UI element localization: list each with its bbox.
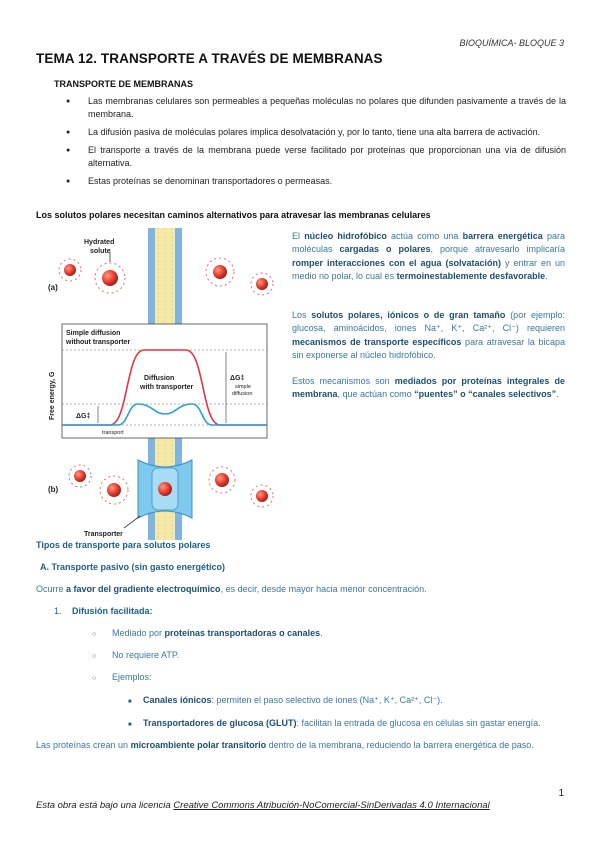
transporter-pointer [124,516,140,528]
bullet-item: ● Estas proteínas se denominan transportadores o permeasas. [54,175,566,188]
page-title: TEMA 12. TRANSPORTE A TRAVÉS DE MEMBRANAS [36,51,383,66]
circle-bullet-icon: ○ [92,653,97,660]
page-number: 1 [558,788,564,799]
bullet-item: ● Las membranas celulares son permeables a pequeñas moléculas no polares que difunden pasivamente a través de la membrana. [54,95,566,121]
right-paragraph-2 [292,309,565,362]
text-span: : permiten el paso selectivo de iones (Na⁺, K⁺, Ca²⁺, Cl⁻). [211,695,443,705]
text-span: Las proteínas crean un [36,740,131,750]
dg-transport-label-1: ΔG‡ [76,413,91,420]
text-span: actúa como una [386,231,463,241]
ocurre-paragraph [36,584,427,594]
square-bullet-icon: ■ [128,699,132,705]
list-label: Difusión facilitada: [72,606,153,616]
text-span: dentro de la membrana, reduciendo la barrera energética de paso. [266,740,534,750]
bold-span: romper interacciones con el agua (solvatación) [292,257,501,268]
text-span: para moléculas [292,231,565,255]
bold-span: termoinestablemente desfavorable [396,270,546,281]
circle-bullet-icon: ○ [92,675,97,682]
license-link[interactable]: Creative Commons Atribución-NoComercial-SinDerivadas 4.0 Internacional [173,800,490,811]
dg-simple-label-1: ΔG‡ [230,375,245,382]
hydrated-solute-ball [95,263,125,293]
sub-item [92,672,152,682]
difusion-facilitada-item [54,606,153,616]
text-span: . [545,270,548,281]
diffusion-with-label-1: Diffusion [144,375,175,382]
simple-diffusion-label-1: Simple diffusion [66,330,121,337]
text-span: . [556,389,559,400]
right-paragraph-3 [292,375,565,402]
dg-simple-label-2: simple [235,384,251,390]
simple-diffusion-label-2: without transporter [66,339,131,346]
transporte-pasivo-heading: A. Transporte pasivo (sin gasto energético) [40,562,226,572]
text-span: Esta obra está bajo una licencia [36,800,174,811]
hydrated-solute-ball [59,259,81,281]
square-bullet-icon: ■ [128,722,132,728]
hydrated-solute-ball [206,258,234,286]
text-span: . [320,628,323,638]
hydrated-solute-label-2: solute [90,248,111,255]
header-course-label: BIOQUÍMICA- BLOQUE 3 [459,38,564,48]
figure-svg [40,228,285,540]
bold-span: proteínas transportadoras o canales [164,628,321,638]
transporter-protein [138,460,192,518]
bold-span: solutos polares, iónicos o de gran tamaño [311,310,506,320]
right-paragraph-1 [292,230,565,283]
bold-span: mecanismos de transporte específicos [292,336,462,347]
text-span: : facilitan la entrada de glucosa en células sin gastar energía. [296,718,541,728]
dg-simple-label-3: diffusion [232,391,253,397]
bold-span: “puentes” o “canales selectivos” [414,389,557,400]
text-span: (por ejemplo: glucosa, aminoácidos, iones Na⁺, K⁺, Ca²⁺, Cl⁻) requieren [292,310,565,334]
text-span: No requiere ATP. [112,650,180,660]
text-span: Los [292,310,312,320]
bold-span: mediados por proteínas integrales de membrana [292,376,565,400]
example-item [128,718,541,728]
text-span: Ocurre [36,584,67,594]
text-span: para atravesar la bicapa sin exponerse al núcleo hidrofóbico. [292,336,565,360]
text-span: Ejemplos: [112,672,152,682]
hydrated-solute-ball [251,485,273,507]
text-span: , que actúan como [337,389,415,400]
diffusion-with-label-2: with transporter [140,384,194,391]
bullet-item: ● El transporte a través de la membrana puede verse facilitado por proteínas que proporcionan una vía de difusión alternativa. [54,144,566,170]
text-span: , es decir, desde mayor hacia menor concentración. [220,584,427,594]
section-subtitle: TRANSPORTE DE MEMBRANAS [54,79,194,89]
text-span: El [292,231,305,241]
tipos-heading: Tipos de transporte para solutos polares [36,540,211,550]
hydrated-solute-ball [209,467,235,493]
intro-bullet-list [54,95,566,193]
bold-span: Canales iónicos [143,695,212,705]
example-item [128,695,443,706]
text-span: Estos mecanismos son [292,376,395,386]
license-footer [36,800,490,811]
hydrated-solute-ball [69,465,91,487]
bold-span: cargadas o polares [339,244,431,255]
transporter-label: Transporter [84,531,123,538]
dg-transport-label-2: transport [102,430,124,436]
section-heading: Los solutos polares necesitan caminos alternativos para atravesar las membranas celulares [36,210,431,220]
membrane-diffusion-figure [40,228,285,540]
bold-span: Transportadores de glucosa (GLUT) [143,718,297,728]
panel-b-label: (b) [48,485,59,494]
circle-bullet-icon: ○ [92,631,97,638]
hydrated-solute-ball [251,273,273,295]
bold-span: núcleo hidrofóbico [304,231,387,241]
hydrated-solute-label-1: Hydrated [84,239,115,246]
text-span: , porque atravesarlo implicaría [430,244,565,255]
list-number: 1. [54,606,62,616]
closing-paragraph [36,740,566,750]
sub-item [92,650,179,660]
sub-item [92,628,323,638]
bold-span: barrera energética [462,231,543,241]
bullet-item: ● La difusión pasiva de moléculas polares implica desolvatación y, por lo tanto, tiene una alta barrera de activación. [54,126,566,139]
y-axis-label: Free energy, G [49,371,56,420]
text-span: y entrar en un medio no polar, lo cual es [292,257,565,281]
bold-span: microambiente polar transitorio [130,740,267,750]
hydrated-solute-ball [100,476,128,504]
bold-span: a favor del gradiente electroquímico [66,584,221,594]
panel-a-label: (a) [48,283,58,292]
text-span: Mediado por [112,628,165,638]
